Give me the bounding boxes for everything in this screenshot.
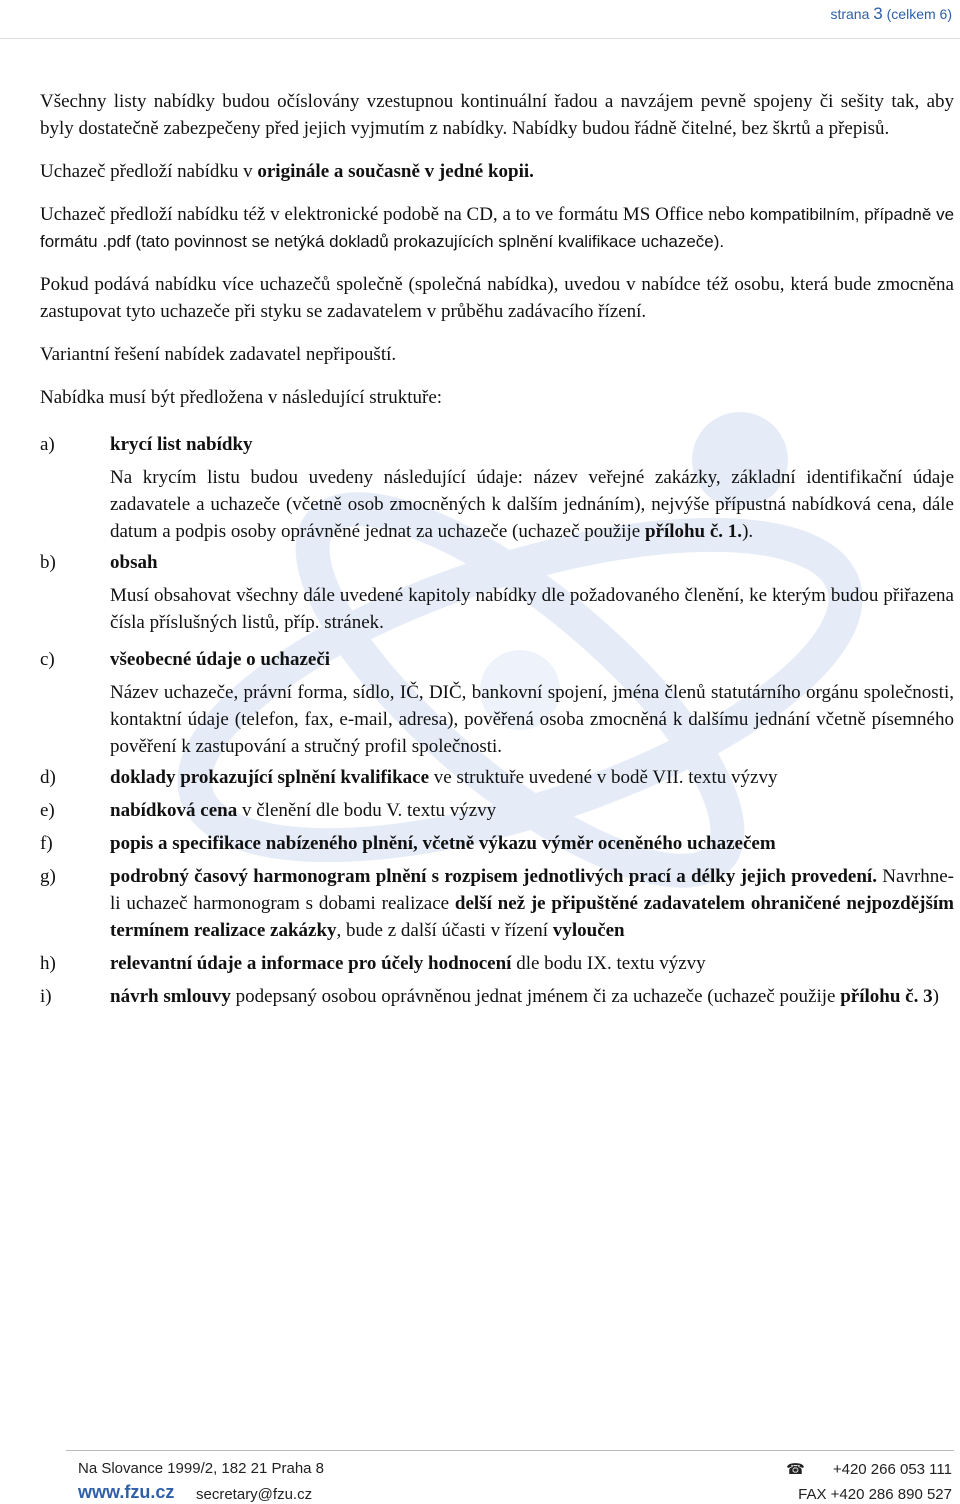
item-text-span: podepsaný osobou oprávněnou jednat jménem či za uchazeče (uchazeč použije [230, 986, 841, 1007]
page-footer [0, 1448, 960, 1504]
item-title [110, 431, 954, 458]
item-bold: vyloučen [552, 920, 625, 941]
item-text-span: Navrhne-li uchazeč harmonogram s dobami realizace [110, 866, 954, 914]
paragraph-listy: Všechny listy nabídky budou očíslovány vzestupnou kontinuální řadou a navzájem pevně spojeny či sešity tak, aby byly dostatečně zabezpečeny před jejich vyjmutím z nabídky. Nabídky budou řádně čitelné, bez škrtů a přepisů. [40, 91, 954, 139]
item-letter: h) [40, 953, 56, 974]
list-item-c [40, 646, 954, 764]
list-item-d [40, 764, 954, 791]
item-bold: podrobný časový harmonogram plnění s rozpisem jednotlivých prací a délky jejich provedení. [110, 866, 877, 887]
phone-icon: ☎ [786, 1461, 805, 1478]
item-letter: b) [40, 552, 56, 573]
item-letter: a) [40, 434, 55, 455]
page-header [0, 0, 960, 39]
list-item-g [40, 863, 954, 944]
item-bold: nabídková cena [110, 800, 238, 821]
item-text-span: ) [932, 986, 939, 1007]
list-item-h [40, 950, 954, 977]
footer-fax: FAX +420 286 890 527 [798, 1486, 952, 1503]
bold-text: originále a současně v jedné kopii. [257, 161, 534, 182]
paragraph-text-sans: kompatibilním, případně ve formátu .pdf (tato povinnost se netýká dokladů prokazujících splnění kvalifikace uchazeče). [40, 205, 955, 251]
item-letter: g) [40, 866, 56, 887]
item-text: Musí obsahovat všechny dále uvedené kapitoly nabídky dle požadovaného členění, ke kterým budou přiřazena čísla příslušných listů, příp. stránek. [110, 585, 954, 633]
item-bold: přílohu č. 3 [840, 986, 933, 1007]
page-number: 3 [873, 4, 883, 23]
paragraph-originale [40, 158, 954, 185]
item-text [110, 464, 954, 545]
item-bold: popis a specifikace nabízeného plnění, včetně výkazu výměr oceněného uchazečem [110, 833, 776, 854]
item-text [110, 797, 954, 824]
item-text-span: v členění dle bodu V. textu výzvy [237, 800, 497, 821]
item-text [110, 830, 954, 857]
item-letter: f) [40, 833, 53, 854]
item-bold: delší než je připuštěné zadavatelem ohraničené nejpozdějším termínem realizace zakázky [110, 893, 954, 941]
list-item-a [40, 431, 954, 549]
item-bold: návrh smlouvy [110, 986, 231, 1007]
item-letter: c) [40, 649, 55, 670]
item-letter: e) [40, 800, 55, 821]
item-title-text: všeobecné údaje o uchazeči [110, 649, 331, 670]
paragraph-variantni: Variantní řešení nabídek zadavatel nepřipouští. [40, 344, 397, 365]
item-text [110, 950, 954, 977]
footer-phone [786, 1460, 952, 1478]
item-text: Název uchazeče, právní forma, sídlo, IČ, DIČ, bankovní spojení, jména členů statutárního orgánu společnosti, kontaktní údaje (telefon, fax, e-mail, adresa), pověřená osoba zmocněná k dalšímu jednání včetně písemného pověření k zastupování a stručný profil společnosti. [110, 682, 954, 757]
list-item-b [40, 549, 954, 640]
item-title-text: krycí list nabídky [110, 434, 253, 455]
item-text-span: , bude z další účasti v řízení [336, 920, 553, 941]
paragraph-text: Uchazeč předloží nabídku v [40, 161, 258, 182]
paragraph-spolecna: Pokud podává nabídku více uchazečů společně (společná nabídka), uvedou v nabídce též osobu, která bude zmocněna zastupovat tyto uchazeče při styku se zadavatelem v průběhu zadávacího řízení. [40, 274, 954, 322]
item-text-span: dle bodu IX. textu výzvy [511, 953, 706, 974]
item-letter: i) [40, 986, 52, 1007]
item-text-span: Na krycím listu budou uvedeny následující údaje: název veřejné zakázky, základní identifikační údaje zadavatele a uchazeče (včetně osob zmocněných k dalším jednáním), nejvýše přípustná nabídková cena, dále datum a podpis osoby oprávněné jednat za uchazeče (uchazeč použije [110, 467, 954, 542]
item-letter: d) [40, 767, 56, 788]
item-text-span: ). [742, 521, 754, 542]
footer-divider [66, 1450, 954, 1451]
list-item-i [40, 983, 954, 1010]
item-title-text: obsah [110, 552, 158, 573]
footer-address: Na Slovance 1999/2, 182 21 Praha 8 [78, 1460, 325, 1477]
item-bold: doklady prokazující splnění kvalifikace [110, 767, 430, 788]
paragraph-elektronicke [40, 201, 954, 255]
list-item-e [40, 797, 954, 824]
footer-website-link[interactable]: www.fzu.cz [78, 1482, 175, 1502]
document-body [40, 88, 954, 1016]
item-bold: přílohu č. 1. [644, 521, 743, 542]
item-text-span: ve struktuře uvedené v bodě VII. textu výzvy [429, 767, 778, 788]
list-item-f [40, 830, 954, 857]
item-text [110, 983, 954, 1010]
item-title [110, 646, 954, 673]
page-word: strana [830, 6, 870, 22]
footer-email-link[interactable]: secretary@fzu.cz [196, 1486, 313, 1503]
item-text [110, 863, 954, 944]
item-bold: relevantní údaje a informace pro účely hodnocení [110, 953, 512, 974]
paragraph-text: Uchazeč předloží nabídku též v elektronické podobě na CD, a to ve formátu MS Office nebo [40, 204, 746, 225]
item-title [110, 549, 954, 576]
page-total: (celkem 6) [886, 6, 952, 22]
phone-number: +420 266 053 111 [832, 1461, 952, 1478]
item-text [110, 764, 954, 791]
paragraph-struktura: Nabídka musí být předložena v následující struktuře: [40, 387, 443, 408]
